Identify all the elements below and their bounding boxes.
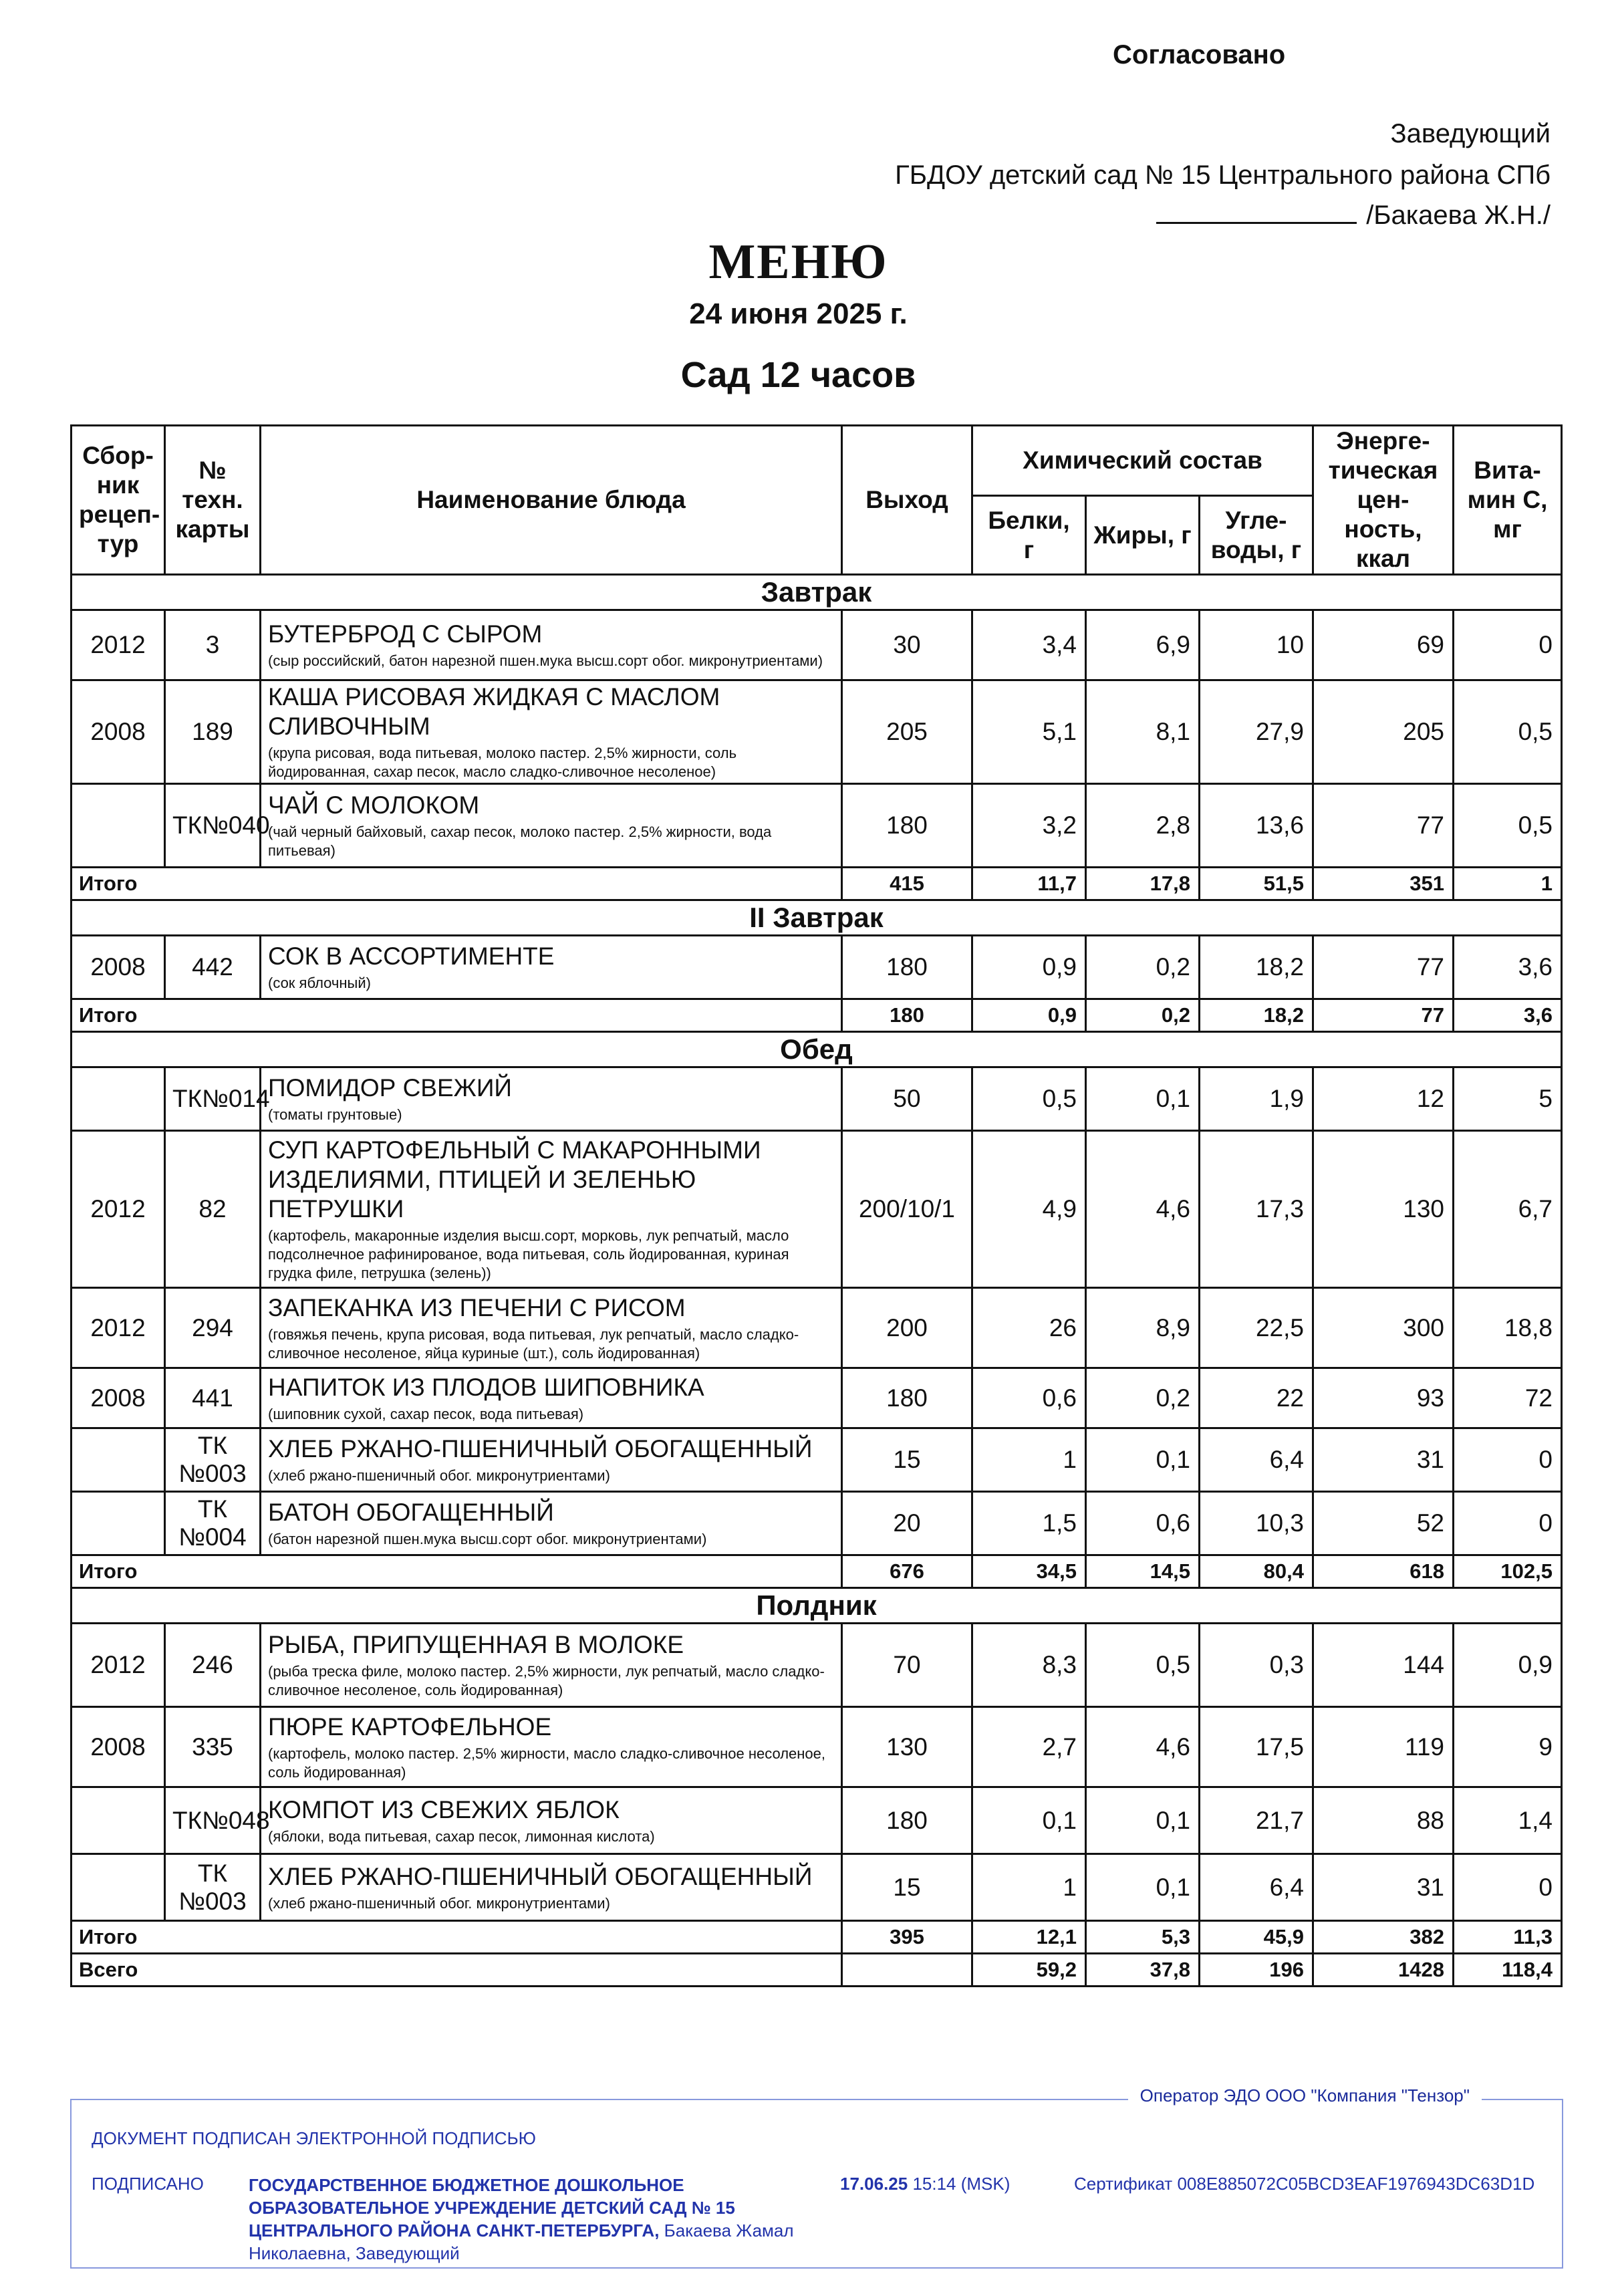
dish-composition: (рыба треска филе, молоко пастер. 2,5% жирности, лук репчатый, масло сладко-сливочное несоленое, соль йодированная) xyxy=(268,1663,825,1698)
protein-cell: 2,7 xyxy=(972,1707,1086,1787)
collection-cell xyxy=(72,784,165,868)
dish-composition: (хлеб ржано-пшеничный обог. микронутриентами) xyxy=(268,1467,610,1484)
protein-cell: 0,5 xyxy=(972,1067,1086,1131)
fat-cell: 0,6 xyxy=(1086,1492,1200,1555)
fat-cell: 8,9 xyxy=(1086,1288,1200,1368)
fat-cell: 0,1 xyxy=(1086,1428,1200,1492)
section-title: II Завтрак xyxy=(72,900,1562,936)
signed-label: ПОДПИСАНО xyxy=(92,2174,204,2194)
yield-cell: 200/10/1 xyxy=(842,1131,972,1288)
collection-cell: 2012 xyxy=(72,1288,165,1368)
energy-cell: 77 xyxy=(1313,936,1454,999)
vitamin-cell: 0 xyxy=(1454,1428,1562,1492)
dish-composition: (шиповник сухой, сахар песок, вода питьевая) xyxy=(268,1405,584,1422)
signing-clock: 15:14 (MSK) xyxy=(912,2174,1011,2194)
carbs-cell: 22 xyxy=(1200,1368,1313,1428)
energy-cell: 93 xyxy=(1313,1368,1454,1428)
vitamin-cell: 0,5 xyxy=(1454,680,1562,784)
total-yield: 395 xyxy=(842,1921,972,1954)
total-energy: 351 xyxy=(1313,868,1454,900)
protein-cell: 3,4 xyxy=(972,610,1086,680)
energy-cell: 130 xyxy=(1313,1131,1454,1288)
table-row xyxy=(72,680,1562,784)
table-row xyxy=(72,1854,1562,1921)
total-carbs: 51,5 xyxy=(1200,868,1313,900)
total-vitamin: 1 xyxy=(1454,868,1562,900)
card-cell: ТК №003 xyxy=(165,1854,261,1921)
header-card: № техн. карты xyxy=(165,426,261,575)
yield-cell: 20 xyxy=(842,1492,972,1555)
page-title: МЕНЮ xyxy=(708,235,888,289)
dish-name: КАША РИСОВАЯ ЖИДКАЯ С МАСЛОМ СЛИВОЧНЫМ xyxy=(268,683,720,740)
dish-name: КОМПОТ ИЗ СВЕЖИХ ЯБЛОК xyxy=(268,1795,620,1823)
table-row xyxy=(72,784,1562,868)
approval-signature: /Бакаева Ж.Н./ xyxy=(1366,201,1551,230)
menu-subtitle: Сад 12 часов xyxy=(680,355,916,395)
grand-total-vitamin: 118,4 xyxy=(1454,1954,1562,1987)
yield-cell: 180 xyxy=(842,1368,972,1428)
yield-cell: 15 xyxy=(842,1428,972,1492)
dish-name: БАТОН ОБОГАЩЕННЫЙ xyxy=(268,1499,554,1526)
dish-name: ЧАЙ С МОЛОКОМ xyxy=(268,791,480,819)
protein-cell: 0,1 xyxy=(972,1787,1086,1854)
vitamin-cell: 5 xyxy=(1454,1067,1562,1131)
dish-composition: (сыр российский, батон нарезной пшен.мука высш.сорт обог. микронутриентами) xyxy=(268,652,823,669)
dish-cell xyxy=(261,1854,842,1921)
menu-table xyxy=(70,424,1563,1987)
carbs-cell: 13,6 xyxy=(1200,784,1313,868)
card-cell: 335 xyxy=(165,1707,261,1787)
dish-name: РЫБА, ПРИПУЩЕННАЯ В МОЛОКЕ xyxy=(268,1631,684,1658)
energy-cell: 300 xyxy=(1313,1288,1454,1368)
grand-total-yield xyxy=(842,1954,972,1987)
header-vitamin: Вита-мин С, мг xyxy=(1454,426,1562,575)
total-yield: 180 xyxy=(842,999,972,1032)
edo-operator: Оператор ЭДО ООО "Компания "Тензор" xyxy=(1128,2085,1482,2106)
energy-cell: 119 xyxy=(1313,1707,1454,1787)
section-title: Полдник xyxy=(72,1588,1562,1624)
grand-total-label: Всего xyxy=(72,1954,842,1987)
total-yield: 676 xyxy=(842,1555,972,1588)
signing-time xyxy=(840,2174,1010,2194)
header-protein: Белки, г xyxy=(972,496,1086,575)
protein-cell: 1 xyxy=(972,1854,1086,1921)
yield-cell: 15 xyxy=(842,1854,972,1921)
total-label: Итого xyxy=(72,999,842,1032)
approval-organization: ГБДОУ детский сад № 15 Центрального района СПб xyxy=(895,160,1551,190)
total-fat: 5,3 xyxy=(1086,1921,1200,1954)
collection-cell: 2008 xyxy=(72,680,165,784)
energy-cell: 31 xyxy=(1313,1428,1454,1492)
dish-cell xyxy=(261,1288,842,1368)
total-carbs: 80,4 xyxy=(1200,1555,1313,1588)
collection-cell: 2008 xyxy=(72,1707,165,1787)
fat-cell: 4,6 xyxy=(1086,1707,1200,1787)
carbs-cell: 22,5 xyxy=(1200,1288,1313,1368)
energy-cell: 88 xyxy=(1313,1787,1454,1854)
menu-body xyxy=(72,575,1562,1987)
total-vitamin: 102,5 xyxy=(1454,1555,1562,1588)
protein-cell: 4,9 xyxy=(972,1131,1086,1288)
card-cell: 82 xyxy=(165,1131,261,1288)
fat-cell: 8,1 xyxy=(1086,680,1200,784)
fat-cell: 0,1 xyxy=(1086,1854,1200,1921)
header-dish: Наименование блюда xyxy=(261,426,842,575)
dish-cell xyxy=(261,1131,842,1288)
total-protein: 11,7 xyxy=(972,868,1086,900)
carbs-cell: 6,4 xyxy=(1200,1428,1313,1492)
dish-name: НАПИТОК ИЗ ПЛОДОВ ШИПОВНИКА xyxy=(268,1373,704,1401)
card-cell: 441 xyxy=(165,1368,261,1428)
energy-cell: 31 xyxy=(1313,1854,1454,1921)
dish-name: ПОМИДОР СВЕЖИЙ xyxy=(268,1074,513,1102)
yield-cell: 70 xyxy=(842,1624,972,1707)
section-row xyxy=(72,1588,1562,1624)
card-cell: ТК №003 xyxy=(165,1428,261,1492)
fat-cell: 2,8 xyxy=(1086,784,1200,868)
table-row xyxy=(72,1428,1562,1492)
certificate-id: Сертификат 008E885072C05BCD3EAF1976943DC63D1D xyxy=(1074,2174,1535,2194)
e-signature-block xyxy=(70,2085,1563,2269)
dish-cell xyxy=(261,784,842,868)
dish-cell xyxy=(261,1707,842,1787)
grand-total-energy: 1428 xyxy=(1313,1954,1454,1987)
total-energy: 77 xyxy=(1313,999,1454,1032)
vitamin-cell: 3,6 xyxy=(1454,936,1562,999)
total-vitamin: 3,6 xyxy=(1454,999,1562,1032)
total-vitamin: 11,3 xyxy=(1454,1921,1562,1954)
yield-cell: 200 xyxy=(842,1288,972,1368)
dish-name: БУТЕРБРОД С СЫРОМ xyxy=(268,620,543,648)
dish-name: ХЛЕБ РЖАНО-ПШЕНИЧНЫЙ ОБОГАЩЕННЫЙ xyxy=(268,1435,813,1462)
collection-cell: 2012 xyxy=(72,610,165,680)
section-row xyxy=(72,900,1562,936)
total-protein: 12,1 xyxy=(972,1921,1086,1954)
signer-organization xyxy=(249,2174,823,2265)
vitamin-cell: 0,9 xyxy=(1454,1624,1562,1707)
carbs-cell: 27,9 xyxy=(1200,680,1313,784)
energy-cell: 69 xyxy=(1313,610,1454,680)
section-title: Завтрак xyxy=(72,575,1562,610)
dish-composition: (говяжья печень, крупа рисовая, вода питьевая, лук репчатый, масло сладко-сливочное несоленое, яйца куриные (шт.), соль йодированная) xyxy=(268,1325,799,1362)
signer-org-name: ГОСУДАРСТВЕННОЕ БЮДЖЕТНОЕ ДОШКОЛЬНОЕ ОБРАЗОВАТЕЛЬНОЕ УЧРЕЖДЕНИЕ ДЕТСКИЙ САД № 15 ЦЕНТРАЛЬНОГО РАЙОНА САНКТ-ПЕТЕРБУРГА, xyxy=(249,2175,735,2241)
table-row xyxy=(72,1787,1562,1854)
vitamin-cell: 6,7 xyxy=(1454,1131,1562,1288)
carbs-cell: 10,3 xyxy=(1200,1492,1313,1555)
card-cell: ТК №004 xyxy=(165,1492,261,1555)
protein-cell: 5,1 xyxy=(972,680,1086,784)
dish-cell xyxy=(261,1067,842,1131)
card-cell: 294 xyxy=(165,1288,261,1368)
yield-cell: 205 xyxy=(842,680,972,784)
total-protein: 0,9 xyxy=(972,999,1086,1032)
collection-cell: 2012 xyxy=(72,1131,165,1288)
dish-composition: (хлеб ржано-пшеничный обог. микронутриентами) xyxy=(268,1894,610,1912)
dish-cell xyxy=(261,1787,842,1854)
header-carbs: Угле-воды, г xyxy=(1200,496,1313,575)
table-row xyxy=(72,610,1562,680)
protein-cell: 1 xyxy=(972,1428,1086,1492)
dish-name: СУП КАРТОФЕЛЬНЫЙ С МАКАРОННЫМИ ИЗДЕЛИЯМИ, ПТИЦЕЙ И ЗЕЛЕНЬЮ ПЕТРУШКИ xyxy=(268,1136,761,1223)
total-energy: 382 xyxy=(1313,1921,1454,1954)
yield-cell: 180 xyxy=(842,784,972,868)
fat-cell: 6,9 xyxy=(1086,610,1200,680)
total-protein: 34,5 xyxy=(972,1555,1086,1588)
protein-cell: 8,3 xyxy=(972,1624,1086,1707)
card-cell: 3 xyxy=(165,610,261,680)
vitamin-cell: 0 xyxy=(1454,610,1562,680)
dish-composition: (крупа рисовая, вода питьевая, молоко пастер. 2,5% жирности, соль йодированная, сахар песок, масло сладко-сливочное несоленое) xyxy=(268,745,737,780)
vitamin-cell: 0 xyxy=(1454,1492,1562,1555)
protein-cell: 1,5 xyxy=(972,1492,1086,1555)
grand-total-protein: 59,2 xyxy=(972,1954,1086,1987)
collection-cell xyxy=(72,1067,165,1131)
signature-underline xyxy=(1156,201,1357,224)
total-yield: 415 xyxy=(842,868,972,900)
carbs-cell: 21,7 xyxy=(1200,1787,1313,1854)
energy-cell: 205 xyxy=(1313,680,1454,784)
table-row xyxy=(72,936,1562,999)
table-row xyxy=(72,1067,1562,1131)
total-row xyxy=(72,1921,1562,1954)
signer-name: Бакаева Жамал Николаевна, Заведующий xyxy=(249,2220,794,2263)
vitamin-cell: 0,5 xyxy=(1454,784,1562,868)
table-row xyxy=(72,1707,1562,1787)
collection-cell: 2008 xyxy=(72,936,165,999)
carbs-cell: 17,3 xyxy=(1200,1131,1313,1288)
e-signature-heading: ДОКУМЕНТ ПОДПИСАН ЭЛЕКТРОННОЙ ПОДПИСЬЮ xyxy=(92,2128,536,2148)
table-row xyxy=(72,1368,1562,1428)
dish-cell xyxy=(261,610,842,680)
collection-cell xyxy=(72,1492,165,1555)
total-row xyxy=(72,1555,1562,1588)
dish-cell xyxy=(261,1368,842,1428)
dish-name: ПЮРЕ КАРТОФЕЛЬНОЕ xyxy=(268,1712,552,1741)
carbs-cell: 1,9 xyxy=(1200,1067,1313,1131)
total-energy: 618 xyxy=(1313,1555,1454,1588)
carbs-cell: 0,3 xyxy=(1200,1624,1313,1707)
energy-cell: 12 xyxy=(1313,1067,1454,1131)
table-row xyxy=(72,1131,1562,1288)
section-row xyxy=(72,575,1562,610)
collection-cell: 2012 xyxy=(72,1624,165,1707)
yield-cell: 50 xyxy=(842,1067,972,1131)
collection-cell xyxy=(72,1787,165,1854)
table-row xyxy=(72,1624,1562,1707)
total-label: Итого xyxy=(72,1555,842,1588)
card-cell: ТК№040 xyxy=(165,784,261,868)
card-cell: ТК№014 xyxy=(165,1067,261,1131)
header-collection: Сбор-ник рецеп-тур xyxy=(72,426,165,575)
fat-cell: 0,1 xyxy=(1086,1787,1200,1854)
total-fat: 0,2 xyxy=(1086,999,1200,1032)
fat-cell: 0,2 xyxy=(1086,936,1200,999)
dish-composition: (яблоки, вода питьевая, сахар песок, лимонная кислота) xyxy=(268,1827,655,1845)
yield-cell: 130 xyxy=(842,1707,972,1787)
header-energy: Энерге-тическая цен-ность, ккал xyxy=(1313,426,1454,575)
collection-cell: 2008 xyxy=(72,1368,165,1428)
fat-cell: 0,1 xyxy=(1086,1067,1200,1131)
yield-cell: 30 xyxy=(842,610,972,680)
total-carbs: 45,9 xyxy=(1200,1921,1313,1954)
dish-name: ХЛЕБ РЖАНО-ПШЕНИЧНЫЙ ОБОГАЩЕННЫЙ xyxy=(268,1862,813,1890)
carbs-cell: 6,4 xyxy=(1200,1854,1313,1921)
carbs-cell: 10 xyxy=(1200,610,1313,680)
card-cell: 246 xyxy=(165,1624,261,1707)
collection-cell xyxy=(72,1854,165,1921)
vitamin-cell: 18,8 xyxy=(1454,1288,1562,1368)
dish-composition: (сок яблочный) xyxy=(268,975,371,991)
total-fat: 17,8 xyxy=(1086,868,1200,900)
menu-date: 24 июня 2025 г. xyxy=(689,297,908,330)
header-yield: Выход xyxy=(842,426,972,575)
grand-total-carbs: 196 xyxy=(1200,1954,1313,1987)
dish-cell xyxy=(261,680,842,784)
dish-composition: (картофель, макаронные изделия высш.сорт, морковь, лук репчатый, масло подсолнечное рафинированое, вода питьевая, соль йодированная, куриная грудка филе, петрушка (зелень)) xyxy=(268,1227,789,1281)
fat-cell: 4,6 xyxy=(1086,1131,1200,1288)
dish-composition: (томаты грунтовые) xyxy=(268,1106,402,1123)
total-label: Итого xyxy=(72,1921,842,1954)
carbs-cell: 17,5 xyxy=(1200,1707,1313,1787)
approval-position: Заведующий xyxy=(1390,119,1551,148)
section-title: Обед xyxy=(72,1032,1562,1067)
vitamin-cell: 72 xyxy=(1454,1368,1562,1428)
grand-total-row xyxy=(72,1954,1562,1987)
collection-cell xyxy=(72,1428,165,1492)
grand-total-fat: 37,8 xyxy=(1086,1954,1200,1987)
dish-name: ЗАПЕКАНКА ИЗ ПЕЧЕНИ С РИСОМ xyxy=(268,1293,686,1321)
total-label: Итого xyxy=(72,868,842,900)
dish-cell xyxy=(261,936,842,999)
dish-name: СОК В АССОРТИМЕНТЕ xyxy=(268,942,555,970)
total-carbs: 18,2 xyxy=(1200,999,1313,1032)
header-fat: Жиры, г xyxy=(1086,496,1200,575)
approval-signature-line xyxy=(1156,201,1551,231)
vitamin-cell: 1,4 xyxy=(1454,1787,1562,1854)
vitamin-cell: 9 xyxy=(1454,1707,1562,1787)
yield-cell: 180 xyxy=(842,1787,972,1854)
table-row xyxy=(72,1492,1562,1555)
card-cell: 189 xyxy=(165,680,261,784)
protein-cell: 0,9 xyxy=(972,936,1086,999)
fat-cell: 0,5 xyxy=(1086,1624,1200,1707)
card-cell: ТК№048 xyxy=(165,1787,261,1854)
table-row xyxy=(72,1288,1562,1368)
section-row xyxy=(72,1032,1562,1067)
dish-composition: (чай черный байховый, сахар песок, молоко пастер. 2,5% жирности, вода питьевая) xyxy=(268,823,772,859)
total-row xyxy=(72,868,1562,900)
total-row xyxy=(72,999,1562,1032)
fat-cell: 0,2 xyxy=(1086,1368,1200,1428)
protein-cell: 26 xyxy=(972,1288,1086,1368)
card-cell: 442 xyxy=(165,936,261,999)
energy-cell: 77 xyxy=(1313,784,1454,868)
dish-cell xyxy=(261,1428,842,1492)
energy-cell: 52 xyxy=(1313,1492,1454,1555)
approval-agreed: Согласовано xyxy=(1113,40,1286,70)
vitamin-cell: 0 xyxy=(1454,1854,1562,1921)
energy-cell: 144 xyxy=(1313,1624,1454,1707)
total-fat: 14,5 xyxy=(1086,1555,1200,1588)
signing-date: 17.06.25 xyxy=(840,2174,908,2194)
dish-cell xyxy=(261,1624,842,1707)
carbs-cell: 18,2 xyxy=(1200,936,1313,999)
dish-cell xyxy=(261,1492,842,1555)
protein-cell: 3,2 xyxy=(972,784,1086,868)
dish-composition: (картофель, молоко пастер. 2,5% жирности, масло сладко-сливочное несоленое, соль йодированная) xyxy=(268,1745,826,1781)
dish-composition: (батон нарезной пшен.мука высш.сорт обог. микронутриентами) xyxy=(268,1531,707,1547)
yield-cell: 180 xyxy=(842,936,972,999)
header-chem: Химический состав xyxy=(972,426,1313,496)
protein-cell: 0,6 xyxy=(972,1368,1086,1428)
